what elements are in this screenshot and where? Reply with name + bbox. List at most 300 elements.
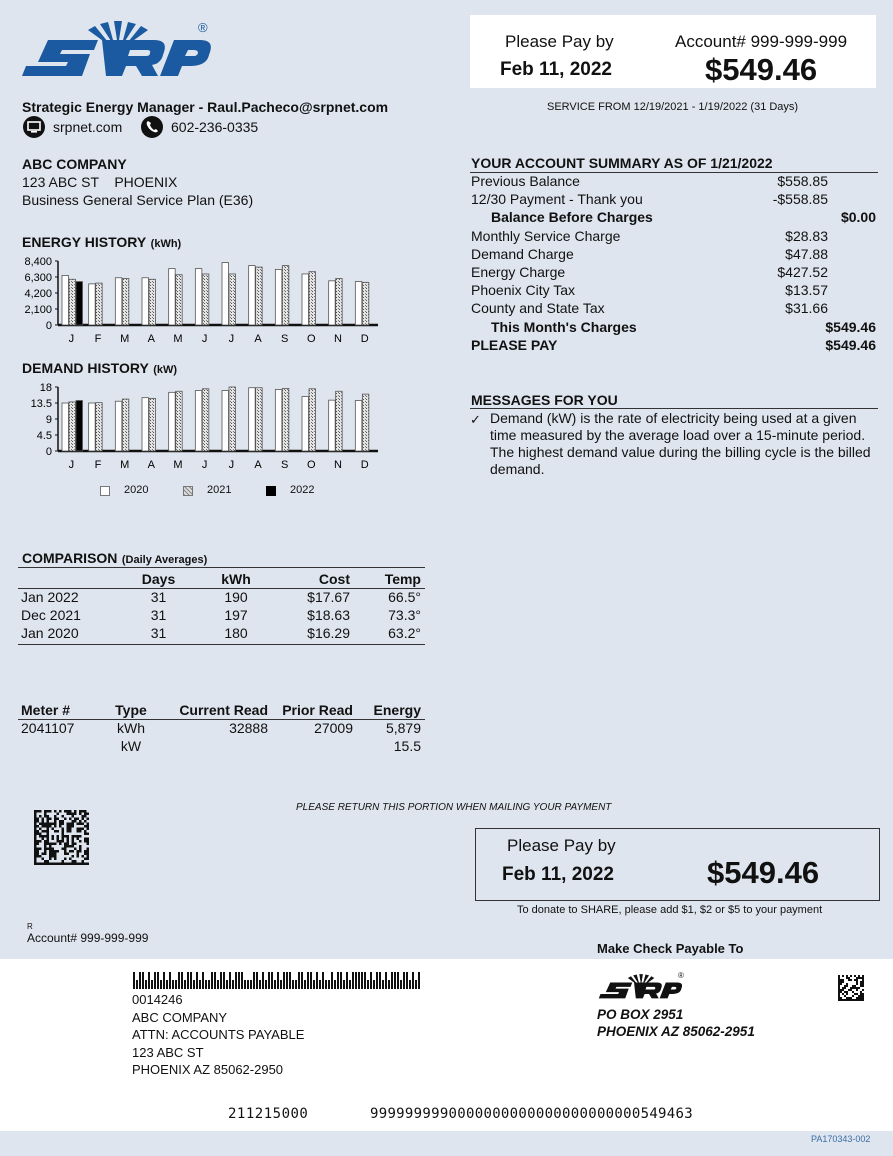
code-module — [862, 977, 864, 979]
code-module — [842, 999, 844, 1001]
code-module — [39, 828, 42, 831]
code-module — [846, 991, 848, 993]
code-module — [59, 810, 62, 813]
code-module — [42, 858, 45, 861]
barcode-bar — [160, 980, 162, 989]
customer-name: ABC COMPANY — [22, 156, 127, 172]
code-module — [84, 863, 87, 866]
payable-to: Make Check Payable To — [597, 941, 744, 956]
code-module — [79, 845, 82, 848]
bar-2020 — [195, 391, 202, 451]
meter-cell: 15.5 — [393, 738, 421, 754]
barcode-bar — [325, 980, 327, 989]
x-tick-label: N — [334, 459, 342, 471]
code-module — [84, 820, 87, 823]
barcode-bar — [265, 980, 267, 989]
summary-row-label: Phoenix City Tax — [471, 282, 576, 299]
barcode-bar — [415, 980, 417, 989]
code-module — [62, 848, 65, 851]
registered-mark: ® — [198, 20, 208, 35]
comparison-cell: 197 — [224, 607, 248, 623]
barcode-bar — [364, 972, 366, 989]
barcode-bar — [349, 980, 351, 989]
donate-note: To donate to SHARE, please add $1, $2 or $5 to your payment — [517, 904, 823, 916]
code-module — [854, 975, 856, 977]
code-module — [54, 858, 57, 861]
comparison-subtitle: (Daily Averages) — [121, 554, 208, 566]
code-module — [844, 985, 846, 987]
code-module — [34, 843, 37, 846]
meter-cell: kWh — [117, 720, 145, 736]
code-module — [852, 995, 854, 997]
code-module — [52, 823, 55, 826]
summary-row — [471, 282, 876, 300]
x-tick-label: J — [228, 333, 235, 345]
code-module — [856, 987, 858, 989]
code-module — [39, 848, 42, 851]
comparison-row — [21, 606, 421, 624]
code-module — [57, 838, 60, 841]
meter-row — [21, 737, 421, 755]
code-module — [52, 838, 55, 841]
x-tick-label: M — [173, 459, 183, 471]
energy-history-label: ENERGY HISTORY — [22, 234, 147, 250]
code-module — [856, 989, 858, 991]
barcode-bar — [370, 972, 372, 989]
r-mark: R — [27, 922, 33, 931]
code-module — [37, 820, 40, 823]
barcode-bar — [271, 972, 273, 989]
code-module — [52, 835, 55, 838]
code-module — [838, 997, 840, 999]
remit-account: Account# 999-999-999 — [27, 931, 149, 945]
code-module — [47, 820, 50, 823]
code-module — [69, 825, 72, 828]
datamatrix-code — [34, 810, 89, 866]
energy-history-title — [22, 234, 181, 252]
code-module — [39, 810, 42, 813]
code-module — [84, 853, 87, 856]
code-module — [860, 985, 862, 987]
bar-2020 — [169, 392, 176, 451]
code-module — [844, 995, 846, 997]
code-module — [62, 830, 65, 833]
barcode-bar — [181, 972, 183, 989]
code-module — [87, 833, 90, 836]
meter-cell — [268, 737, 353, 755]
code-module — [39, 863, 42, 866]
code-module — [54, 853, 57, 856]
code-module — [852, 987, 854, 989]
summary-row-label: 12/30 Payment - Thank you — [471, 191, 643, 208]
code-module — [69, 810, 72, 813]
comparison-table — [21, 570, 421, 642]
code-module — [49, 858, 52, 861]
code-module — [84, 838, 87, 841]
bar-2021 — [229, 387, 236, 451]
code-module — [44, 850, 47, 853]
code-module — [860, 999, 862, 1001]
code-module — [34, 853, 37, 856]
code-module — [54, 818, 57, 821]
code-module — [72, 820, 75, 823]
code-module — [47, 830, 50, 833]
bar-2021 — [122, 279, 129, 325]
monitor-icon — [22, 116, 46, 138]
registered-mark-small: ® — [678, 971, 684, 980]
code-module — [838, 981, 840, 983]
barcode-bar — [274, 980, 276, 989]
bar-2021 — [336, 391, 343, 451]
code-module — [54, 843, 57, 846]
code-module — [84, 810, 87, 813]
code-module — [69, 863, 72, 866]
summary-row-amount: $31.66 — [785, 300, 828, 317]
barcode-bar — [406, 972, 408, 989]
bar-2020 — [115, 278, 122, 325]
code-module — [47, 843, 50, 846]
comparison-cell: Jan 2022 — [21, 589, 79, 605]
summary-row-amount: $47.88 — [785, 245, 828, 262]
code-module — [67, 838, 70, 841]
bar-2020 — [62, 403, 69, 451]
code-module — [44, 848, 47, 851]
code-module — [47, 848, 50, 851]
summary-row-label: County and State Tax — [471, 300, 605, 317]
code-module — [67, 863, 70, 866]
comparison-header: Days — [141, 571, 176, 587]
code-module — [846, 997, 848, 999]
code-module — [844, 999, 846, 1001]
bar-2020 — [249, 266, 256, 325]
code-module — [79, 823, 82, 826]
x-tick-label: J — [68, 333, 75, 345]
code-module — [84, 815, 87, 818]
mailing-address — [132, 991, 304, 1079]
barcode-bar — [400, 980, 402, 989]
code-module — [57, 813, 60, 816]
mailing-address-line: 0014246 — [132, 992, 183, 1007]
code-module — [860, 977, 862, 979]
code-module — [862, 995, 864, 997]
barcode-bar — [343, 980, 345, 989]
summary-row — [471, 191, 876, 209]
code-module — [82, 823, 85, 826]
meter-cell: 5,879 — [385, 720, 421, 736]
barcode-bar — [148, 972, 150, 989]
code-module — [49, 810, 52, 813]
barcode-bar — [241, 972, 243, 989]
y-tick-label: 6,300 — [24, 272, 52, 284]
code-module — [62, 823, 65, 826]
code-module — [840, 983, 842, 985]
code-module — [862, 999, 864, 1001]
barcode-bar — [259, 980, 261, 989]
postal-barcode — [133, 971, 420, 989]
code-module — [72, 825, 75, 828]
code-module — [79, 820, 82, 823]
summary-row-amount: $558.85 — [777, 173, 828, 189]
code-module — [850, 989, 852, 991]
barcode-bar — [337, 972, 339, 989]
comparison-cell: $16.29 — [307, 625, 350, 641]
code-module — [72, 838, 75, 841]
code-module — [87, 838, 90, 841]
barcode-bar — [244, 980, 246, 989]
summary-row-amount: $13.57 — [785, 282, 828, 299]
barcode-bar — [316, 972, 318, 989]
bar-2020 — [89, 403, 96, 451]
summary-row-label: Energy Charge — [471, 264, 566, 280]
bar-2021 — [202, 389, 209, 451]
code-module — [34, 825, 37, 828]
x-tick-label: O — [307, 333, 316, 345]
code-module — [82, 828, 85, 831]
bar-2021 — [149, 279, 156, 325]
phone-number: 602-236-0335 — [171, 119, 259, 135]
service-plan: Business General Service Plan (E36) — [22, 192, 254, 208]
code-module — [62, 835, 65, 838]
y-tick-label: 4,200 — [24, 288, 52, 300]
code-module — [838, 979, 840, 981]
demand-history-label: DEMAND HISTORY — [22, 360, 149, 376]
code-module — [87, 825, 90, 828]
code-module — [62, 863, 65, 866]
code-module — [37, 853, 40, 856]
amount-due: $549.46 — [705, 52, 818, 87]
code-module — [44, 860, 47, 863]
code-module — [64, 845, 67, 848]
meter-cell: 2041107 — [21, 720, 75, 736]
code-module — [37, 833, 40, 836]
code-module — [77, 828, 80, 831]
code-module — [79, 830, 82, 833]
comparison-cell: 180 — [224, 625, 248, 641]
legend-swatch-2021 — [183, 486, 193, 496]
meter-cell — [21, 737, 101, 755]
barcode-bar — [238, 972, 240, 989]
x-tick-label: M — [120, 459, 130, 471]
code-module — [862, 993, 864, 995]
bar-2020 — [222, 263, 229, 325]
demand-history-title — [22, 360, 177, 378]
code-module — [39, 833, 42, 836]
y-tick-label: 8,400 — [24, 256, 52, 268]
code-module — [57, 830, 60, 833]
barcode-bar — [154, 972, 156, 989]
ocr-line-right: 9999999990000000000000000000000549463 — [370, 1106, 693, 1122]
code-module — [77, 835, 80, 838]
qr-code — [838, 975, 864, 1001]
code-module — [84, 830, 87, 833]
code-module — [44, 840, 47, 843]
barcode-bar — [376, 972, 378, 989]
code-module — [848, 989, 850, 991]
code-module — [838, 999, 840, 1001]
bar-2020 — [142, 278, 149, 325]
x-tick-label: J — [201, 333, 208, 345]
code-module — [84, 813, 87, 816]
barcode-bar — [289, 972, 291, 989]
phone-icon — [140, 116, 164, 138]
code-module — [858, 987, 860, 989]
code-module — [47, 833, 50, 836]
code-module — [49, 853, 52, 856]
demand-history-unit: (kW) — [153, 364, 178, 376]
comparison-cell: 73.3° — [388, 607, 421, 623]
code-module — [840, 999, 842, 1001]
code-module — [77, 853, 80, 856]
code-module — [37, 830, 40, 833]
meter-header: Type — [115, 702, 147, 718]
barcode-bar — [307, 972, 309, 989]
remit-amount: $549.46 — [707, 855, 820, 890]
code-module — [39, 855, 42, 858]
remit-address-line: PHOENIX AZ 85062-2951 — [597, 1024, 755, 1039]
summary-row-label: PLEASE PAY — [471, 336, 558, 353]
bar-2021 — [69, 279, 76, 325]
comparison-header — [21, 570, 121, 588]
code-module — [42, 830, 45, 833]
code-module — [59, 820, 62, 823]
code-module — [79, 840, 82, 843]
barcode-bar — [268, 972, 270, 989]
barcode-bar — [175, 980, 177, 989]
code-module — [77, 863, 80, 866]
summary-row-total: $549.46 — [825, 336, 876, 353]
bar-2021 — [309, 389, 316, 451]
barcode-bar — [286, 972, 288, 989]
code-module — [44, 835, 47, 838]
code-module — [856, 993, 858, 995]
code-module — [77, 838, 80, 841]
meter-header: Meter # — [21, 702, 71, 718]
summary-rows — [471, 173, 876, 355]
barcode-bar — [139, 972, 141, 989]
code-module — [42, 863, 45, 866]
summary-row-amount: -$558.85 — [772, 191, 828, 208]
code-module — [39, 835, 42, 838]
y-tick-label: 9 — [45, 414, 52, 426]
meter-table — [21, 701, 421, 755]
code-module — [82, 860, 85, 863]
code-module — [64, 848, 67, 851]
code-module — [34, 860, 37, 863]
website-link[interactable]: srpnet.com — [53, 119, 123, 135]
code-module — [64, 863, 67, 866]
code-module — [42, 838, 45, 841]
mailing-address-line: 123 ABC ST — [132, 1044, 204, 1060]
bar-2020 — [115, 401, 122, 451]
code-module — [64, 858, 67, 861]
code-module — [34, 850, 37, 853]
bar-2022 — [76, 401, 83, 451]
x-tick-label: A — [254, 459, 262, 471]
code-module — [74, 863, 77, 866]
code-module — [47, 818, 50, 821]
code-module — [846, 993, 848, 995]
due-date: Feb 11, 2022 — [500, 59, 612, 80]
bar-2020 — [275, 389, 282, 451]
code-module — [840, 991, 842, 993]
code-module — [840, 981, 842, 983]
code-module — [856, 977, 858, 979]
code-module — [44, 810, 47, 813]
bar-2020 — [249, 388, 256, 451]
code-module — [64, 835, 67, 838]
code-module — [84, 850, 87, 853]
code-module — [42, 835, 45, 838]
code-module — [87, 840, 90, 843]
code-module — [44, 853, 47, 856]
code-module — [39, 823, 42, 826]
code-module — [34, 810, 37, 813]
code-module — [54, 855, 57, 858]
code-module — [87, 843, 90, 846]
bar-2021 — [256, 267, 263, 325]
code-module — [838, 987, 840, 989]
summary-row — [471, 228, 876, 246]
x-tick-label: S — [280, 333, 289, 345]
code-module — [47, 860, 50, 863]
barcode-bar — [334, 980, 336, 989]
code-module — [860, 991, 862, 993]
code-module — [67, 825, 70, 828]
barcode-bar — [283, 972, 285, 989]
code-module — [79, 848, 82, 851]
code-module — [77, 818, 80, 821]
bar-2021 — [282, 388, 289, 451]
x-tick-label: M — [173, 333, 183, 345]
barcode-bar — [142, 972, 144, 989]
code-module — [72, 855, 75, 858]
code-module — [82, 815, 85, 818]
code-module — [34, 818, 37, 821]
barcode-bar — [166, 980, 168, 989]
code-module — [37, 818, 40, 821]
bar-2021 — [309, 272, 316, 325]
code-module — [59, 863, 62, 866]
code-module — [67, 830, 70, 833]
code-module — [860, 995, 862, 997]
barcode-bar — [412, 972, 414, 989]
meter-cell — [161, 737, 268, 755]
barcode-bar — [211, 972, 213, 989]
x-tick-label: O — [307, 459, 316, 471]
pay-by-label: Please Pay by — [505, 32, 614, 51]
code-module — [856, 981, 858, 983]
remit-pay-by-label: Please Pay by — [507, 836, 616, 855]
bar-2021 — [96, 403, 103, 451]
barcode-bar — [358, 972, 360, 989]
code-module — [67, 810, 70, 813]
barcode-bar — [322, 972, 324, 989]
code-module — [850, 975, 852, 977]
code-module — [67, 843, 70, 846]
messages-title: MESSAGES FOR YOU — [471, 392, 618, 408]
barcode-bar — [226, 980, 228, 989]
barcode-bar — [385, 972, 387, 989]
code-module — [59, 825, 62, 828]
code-module — [69, 828, 72, 831]
code-module — [858, 995, 860, 997]
code-module — [34, 833, 37, 836]
barcode-bar — [136, 980, 138, 989]
code-module — [49, 848, 52, 851]
barcode-bar — [328, 980, 330, 989]
code-module — [860, 981, 862, 983]
x-tick-label: D — [360, 333, 369, 345]
